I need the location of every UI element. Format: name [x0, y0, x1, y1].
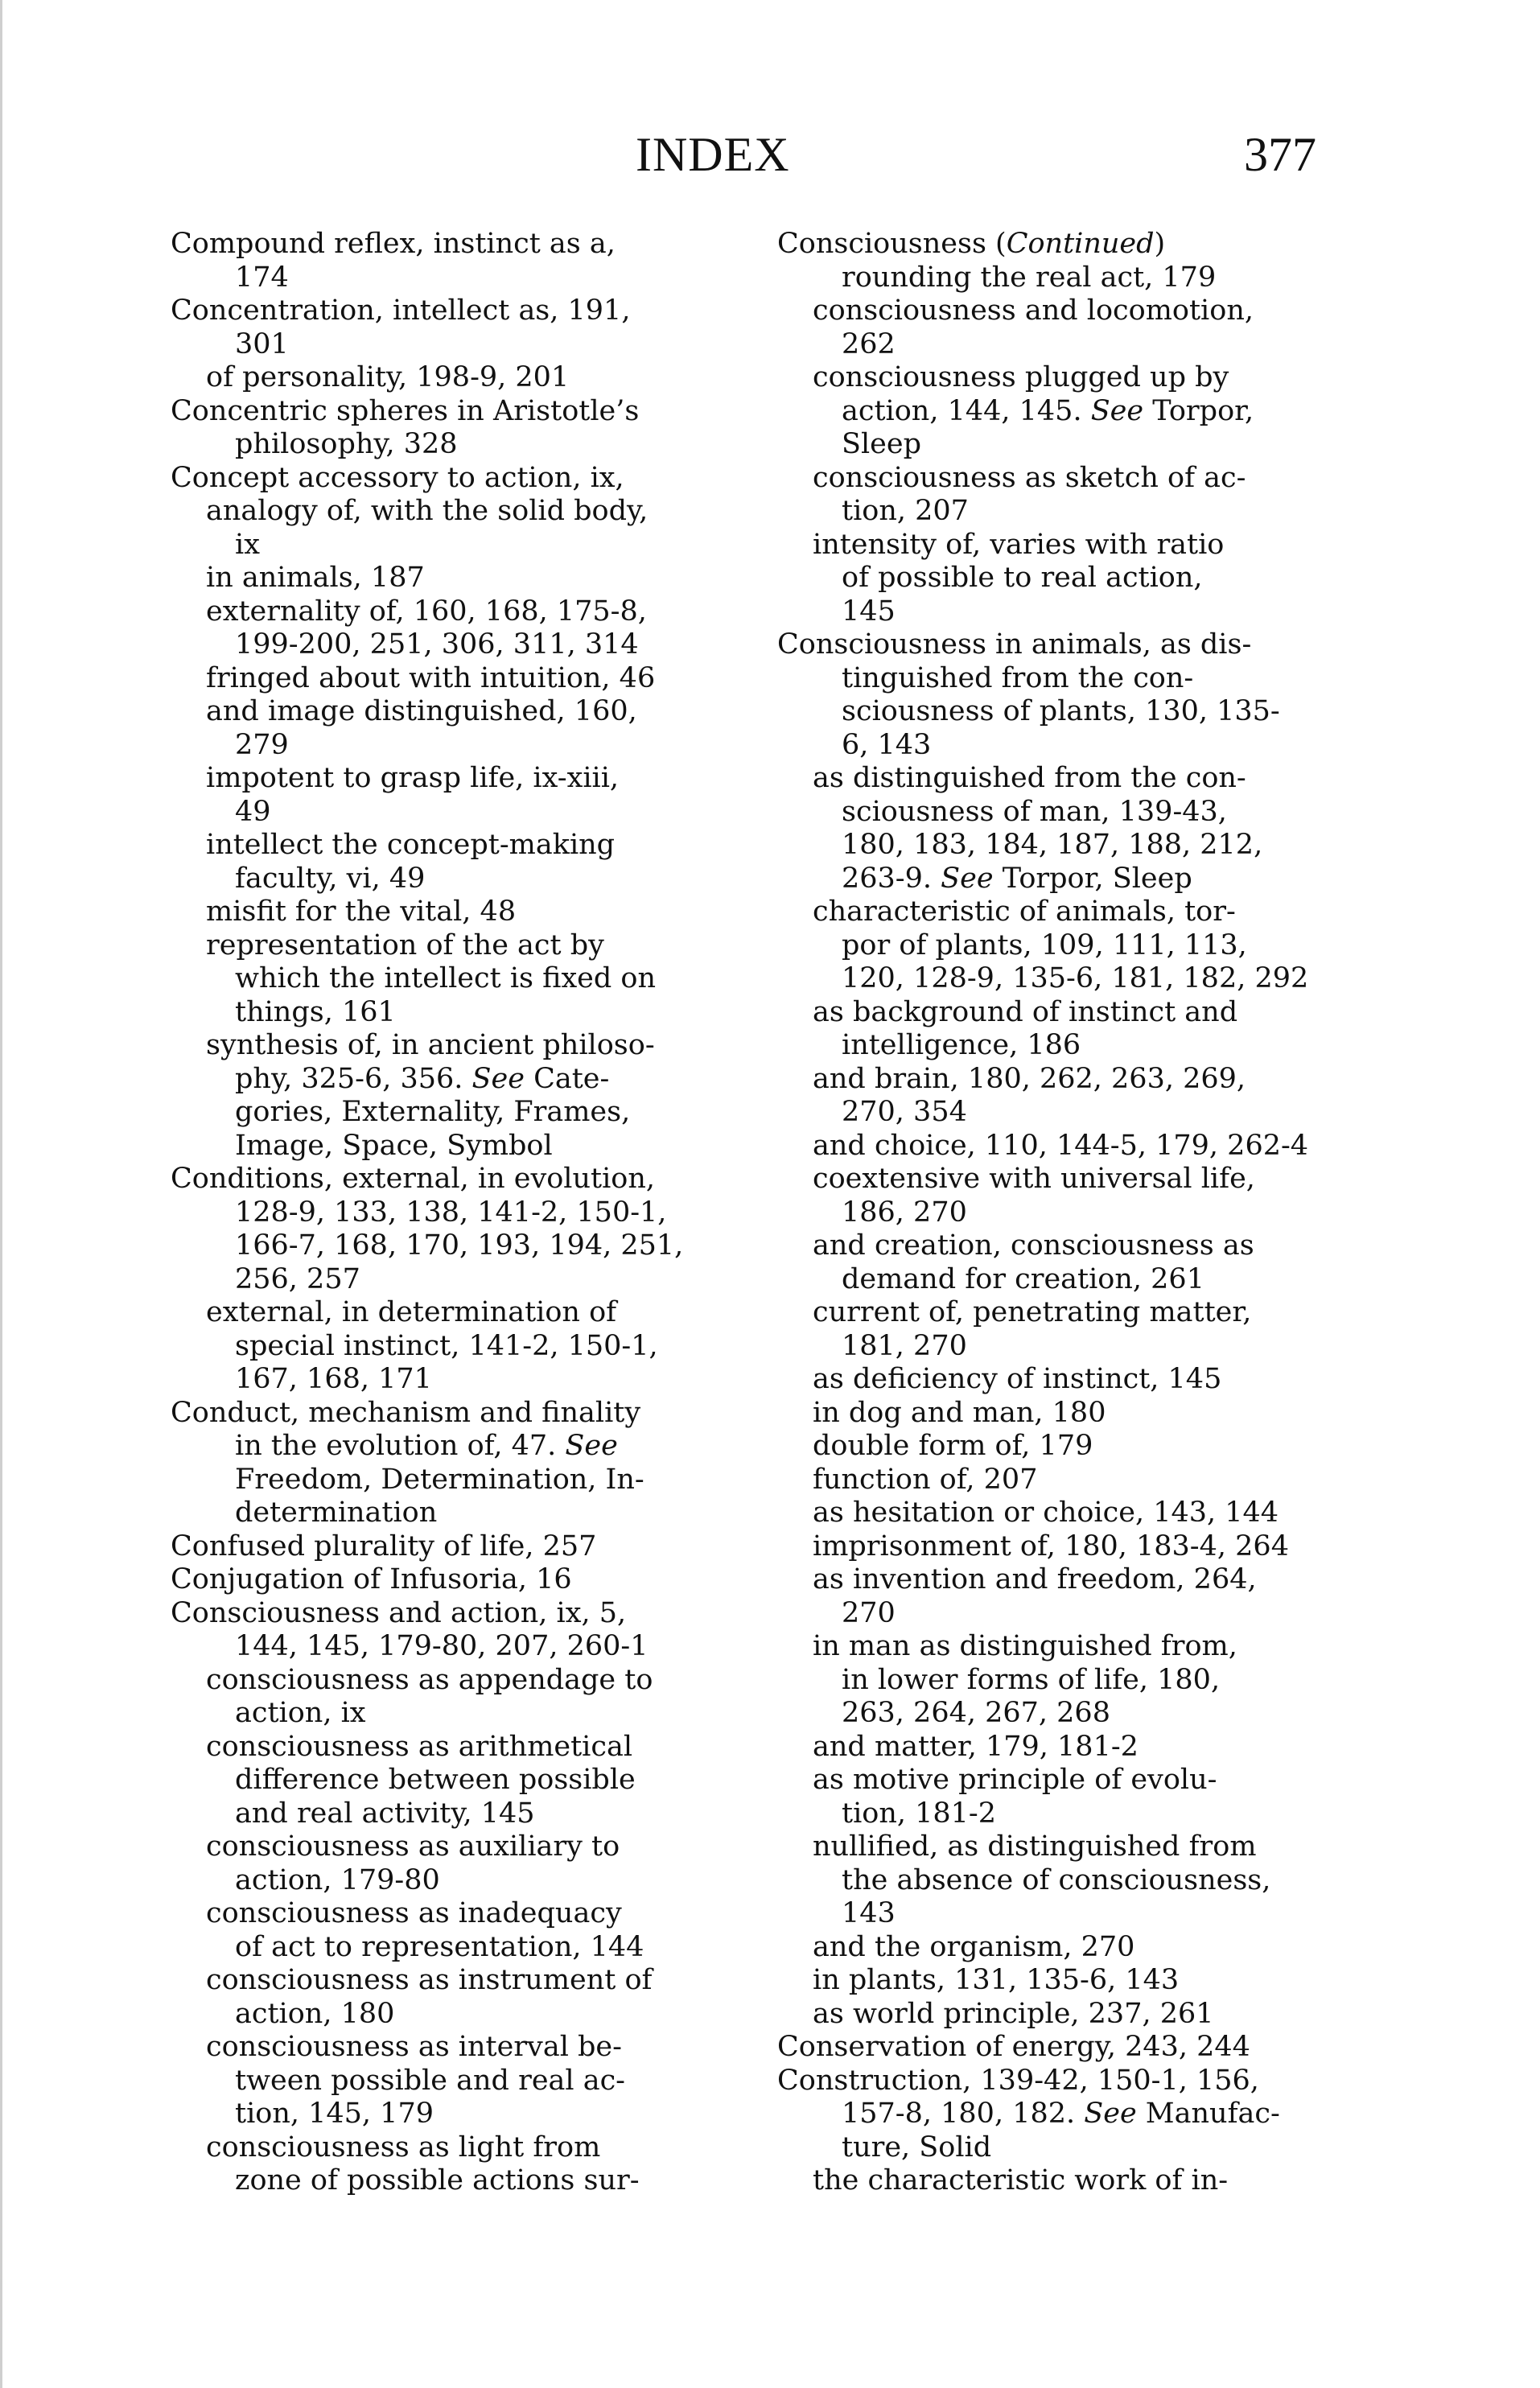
index-line: tion, 145, 179 [235, 2098, 434, 2130]
index-line: 270 [842, 1596, 896, 1629]
index-line: the characteristic work of in- [813, 2164, 1229, 2197]
index-line: imprisonment of, 180, 183-4, 264 [813, 1530, 1289, 1562]
index-line: 256, 257 [235, 1262, 360, 1295]
index-line: external, in determination of [206, 1296, 617, 1328]
index-line: tion, 181-2 [842, 1797, 997, 1830]
index-line: misfit for the vital, 48 [206, 896, 517, 928]
index-line: Conservation of energy, 243, 244 [777, 2031, 1250, 2063]
index-line: current of, penetrating matter, [813, 1296, 1252, 1328]
index-line: 120, 128-9, 135-6, 181, 182, 292 [842, 962, 1309, 994]
index-line: in lower forms of life, 180, [842, 1663, 1221, 1696]
index-line: sciousness of plants, 130, 135- [842, 695, 1280, 727]
index-line: demand for creation, 261 [842, 1262, 1204, 1295]
index-line: 174 [235, 261, 289, 294]
index-line: consciousness as light from [206, 2131, 601, 2164]
index-line: which the intellect is fixed on [235, 962, 657, 994]
index-line: tinguished from the con- [842, 661, 1194, 694]
index-line: and real activity, 145 [235, 1797, 535, 1830]
index-line: as distinguished from the con- [813, 762, 1246, 794]
index-line: consciousness plugged up by [813, 361, 1229, 393]
index-line: gories, Externality, Frames, [235, 1096, 631, 1128]
index-line: in plants, 131, 135-6, 143 [813, 1964, 1180, 1996]
index-line: 279 [235, 728, 289, 761]
index-line: Compound reflex, instinct as a, [171, 228, 616, 260]
index-line: synthesis of, in ancient philoso- [206, 1029, 655, 1061]
index-line: 49 [235, 795, 271, 828]
index-line: 270, 354 [842, 1096, 967, 1128]
index-line: consciousness and locomotion, [813, 294, 1254, 327]
index-line: in man as distinguished from, [813, 1630, 1237, 1662]
index-line: 128-9, 133, 138, 141-2, 150-1, [235, 1196, 667, 1229]
index-line: philosophy, 328 [235, 428, 458, 460]
index-line: as deficiency of instinct, 145 [813, 1363, 1222, 1395]
index-line: special instinct, 141-2, 150-1, [235, 1329, 658, 1362]
index-line: ture, Solid [842, 2131, 992, 2164]
scan-edge [0, 0, 2, 2388]
index-line: as hesitation or choice, 143, 144 [813, 1497, 1279, 1529]
index-line: zone of possible actions sur- [235, 2164, 640, 2197]
index-line: consciousness as auxiliary to [206, 1830, 620, 1863]
index-line: 180, 183, 184, 187, 188, 212, [842, 829, 1263, 861]
index-line: consciousness as sketch of ac- [813, 461, 1246, 494]
index-line: double form of, 179 [813, 1430, 1093, 1462]
index-line: fringed about with intuition, 46 [206, 661, 656, 694]
index-line: and matter, 179, 181-2 [813, 1730, 1139, 1763]
index-line: Image, Space, Symbol [235, 1129, 553, 1162]
index-line: 166-7, 168, 170, 193, 194, 251, [235, 1229, 684, 1262]
index-line: 186, 270 [842, 1196, 967, 1229]
index-line: as world principle, 237, 261 [813, 1997, 1214, 2030]
index-line: action, 144, 145. See Torpor, [842, 394, 1254, 427]
index-line: rounding the real act, 179 [842, 261, 1217, 294]
index-line: in dog and man, 180 [813, 1396, 1106, 1429]
index-line: characteristic of animals, tor- [813, 896, 1236, 928]
index-line: as background of instinct and [813, 995, 1238, 1028]
index-line: 157-8, 180, 182. See Manufac- [842, 2098, 1280, 2130]
index-line: Freedom, Determination, In- [235, 1463, 644, 1496]
index-line: representation of the act by [206, 928, 604, 961]
index-line: consciousness as interval be- [206, 2031, 622, 2063]
page-title: INDEX [636, 128, 790, 181]
index-line: of possible to real action, [842, 562, 1203, 594]
index-line: action, 180 [235, 1997, 395, 2030]
index-line: Construction, 139-42, 150-1, 156, [777, 2064, 1259, 2097]
index-line: action, 179-80 [235, 1863, 440, 1896]
index-line: 181, 270 [842, 1329, 967, 1362]
index-line: and image distinguished, 160, [206, 695, 637, 727]
index-line: analogy of, with the solid body, [206, 495, 649, 527]
index-line: phy, 325-6, 356. See Cate- [235, 1062, 610, 1095]
index-line: the absence of consciousness, [842, 1863, 1271, 1896]
index-line: consciousness as arithmetical [206, 1730, 633, 1763]
index-line: 144, 145, 179-80, 207, 260-1 [235, 1630, 649, 1662]
index-line: as motive principle of evolu- [813, 1764, 1217, 1796]
index-line: consciousness as appendage to [206, 1663, 653, 1696]
index-line: tween possible and real ac- [235, 2064, 626, 2097]
index-line: faculty, vi, 49 [235, 862, 426, 895]
left-column [171, 228, 750, 2198]
index-line: as invention and freedom, 264, [813, 1563, 1257, 1595]
index-line: in animals, 187 [206, 562, 425, 594]
index-line: determination [235, 1497, 438, 1529]
index-line: consciousness as instrument of [206, 1964, 653, 1996]
page-number: 377 [1244, 128, 1316, 181]
index-line: Consciousness (Continued) [777, 228, 1166, 260]
index-line: and brain, 180, 262, 263, 269, [813, 1062, 1246, 1095]
index-line: in the evolution of, 47. See [235, 1430, 618, 1462]
index-line: 199-200, 251, 306, 311, 314 [235, 628, 639, 661]
index-line: Concentration, intellect as, 191, [171, 294, 631, 327]
index-line: 6, 143 [842, 728, 932, 761]
index-line: Conduct, mechanism and finality [171, 1396, 641, 1429]
index-line: Consciousness in animals, as dis- [777, 628, 1252, 661]
index-line: of personality, 198-9, 201 [206, 361, 570, 393]
index-line: and choice, 110, 144-5, 179, 262-4 [813, 1129, 1309, 1162]
index-line: Confused plurality of life, 257 [171, 1530, 597, 1562]
index-line: Sleep [842, 428, 922, 460]
index-line: 145 [842, 595, 896, 628]
index-line: Conditions, external, in evolution, [171, 1163, 656, 1195]
index-line: Conjugation of Infusoria, 16 [171, 1563, 572, 1595]
index-line: and creation, consciousness as [813, 1229, 1254, 1262]
index-line: intellect the concept-making [206, 829, 616, 861]
index-line: Concept accessory to action, ix, [171, 461, 624, 494]
index-line: impotent to grasp life, ix-xiii, [206, 762, 620, 794]
index-line: 167, 168, 171 [235, 1363, 432, 1395]
index-line: sciousness of man, 139-43, [842, 795, 1227, 828]
index-line: difference between possible [235, 1764, 636, 1796]
index-line: 143 [842, 1897, 896, 1929]
index-line: 301 [235, 327, 289, 360]
index-line: and the organism, 270 [813, 1930, 1135, 1963]
index-line: intelligence, 186 [842, 1029, 1081, 1061]
right-column [777, 228, 1352, 2198]
index-line: 263-9. See Torpor, Sleep [842, 862, 1192, 895]
index-line: intensity of, varies with ratio [813, 528, 1225, 561]
index-line: consciousness as inadequacy [206, 1897, 622, 1929]
index-line: ix [235, 528, 260, 561]
index-line: of act to representation, 144 [235, 1930, 644, 1963]
index-line: 263, 264, 267, 268 [842, 1697, 1110, 1729]
index-line: tion, 207 [842, 495, 969, 527]
index-line: nullified, as distinguished from [813, 1830, 1257, 1863]
index-line: Consciousness and action, ix, 5, [171, 1596, 627, 1629]
index-line: coextensive with universal life, [813, 1163, 1255, 1195]
index-line: Concentric spheres in Aristotle’s [171, 394, 640, 427]
index-line: function of, 207 [813, 1463, 1038, 1496]
index-line: things, 161 [235, 995, 396, 1028]
index-line: action, ix [235, 1697, 366, 1729]
index-line: 262 [842, 327, 896, 360]
index-line: por of plants, 109, 111, 113, [842, 928, 1247, 961]
index-line: externality of, 160, 168, 175-8, [206, 595, 647, 628]
